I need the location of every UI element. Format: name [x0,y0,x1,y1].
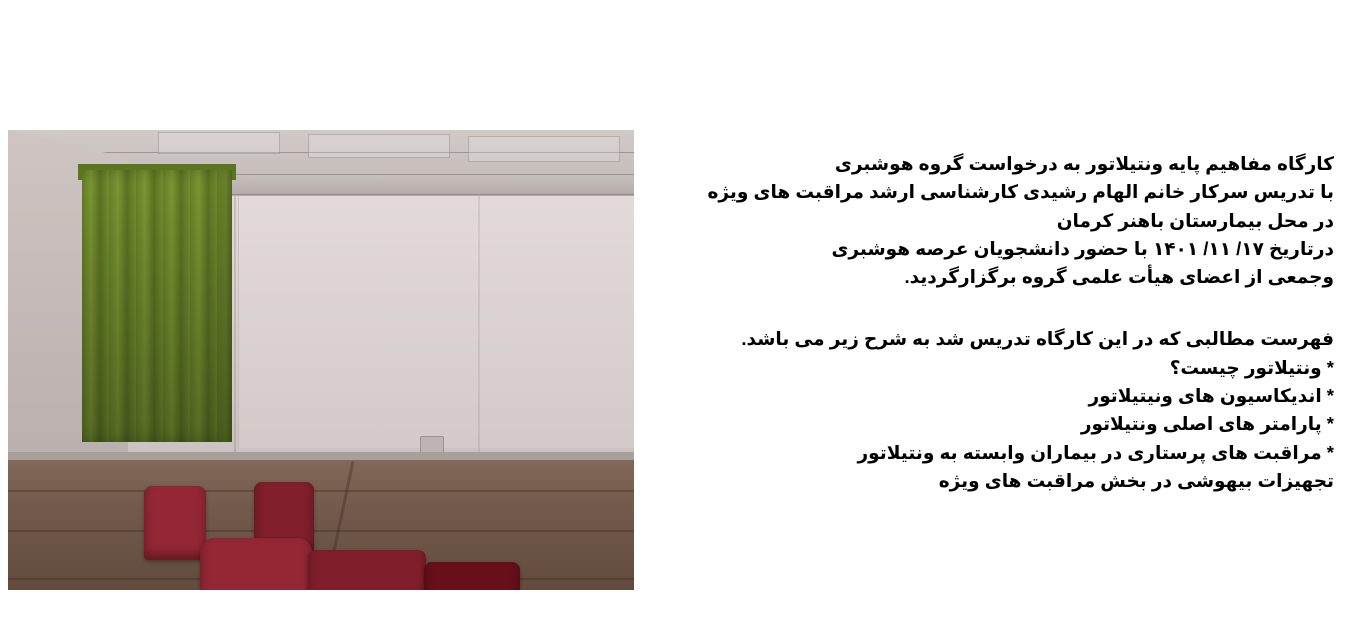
list-item: تجهیزات بیهوشی در بخش مراقبت های ویژه [938,469,1334,491]
intro-line-5: وجمعی از اعضای هیأت علمی گروه برگزارگردید. [904,266,1334,288]
list-item: * ونتیلاتور چیست؟ [1169,356,1334,378]
photo-scene [8,130,634,590]
intro-line-3: در محل بیمارستان باهنر کرمان [1056,209,1334,231]
intro-paragraph [634,150,1334,291]
topics-list [634,354,1334,495]
list-item: * اندیکاسیون های ونیتیلاتور [1088,385,1334,407]
topics-heading: فهرست مطالبی که در این کارگاه تدریس شد به شرح زیر می باشد. [741,328,1334,350]
text-content [634,150,1334,495]
intro-line-4: درتاریخ ۱۷/ ۱۱/ ۱۴۰۱ با حضور دانشجویان عرصه هوشبری [831,237,1334,259]
list-item: * مراقبت های پرستاری در بیماران وابسته به ونتیلاتور [857,441,1334,463]
list-item: * پارامتر های اصلی ونتیلاتور [1080,413,1334,435]
intro-line-1: کارگاه مفاهیم پایه ونتیلاتور به درخواست گروه هوشبری [834,153,1334,174]
photo-vignette [8,130,634,590]
workshop-photo [8,130,634,590]
intro-line-2: با تدریس سرکار خانم الهام رشیدی کارشناسی ارشد مراقبت های ویژه [707,181,1334,203]
paragraph-spacer [634,291,1334,325]
